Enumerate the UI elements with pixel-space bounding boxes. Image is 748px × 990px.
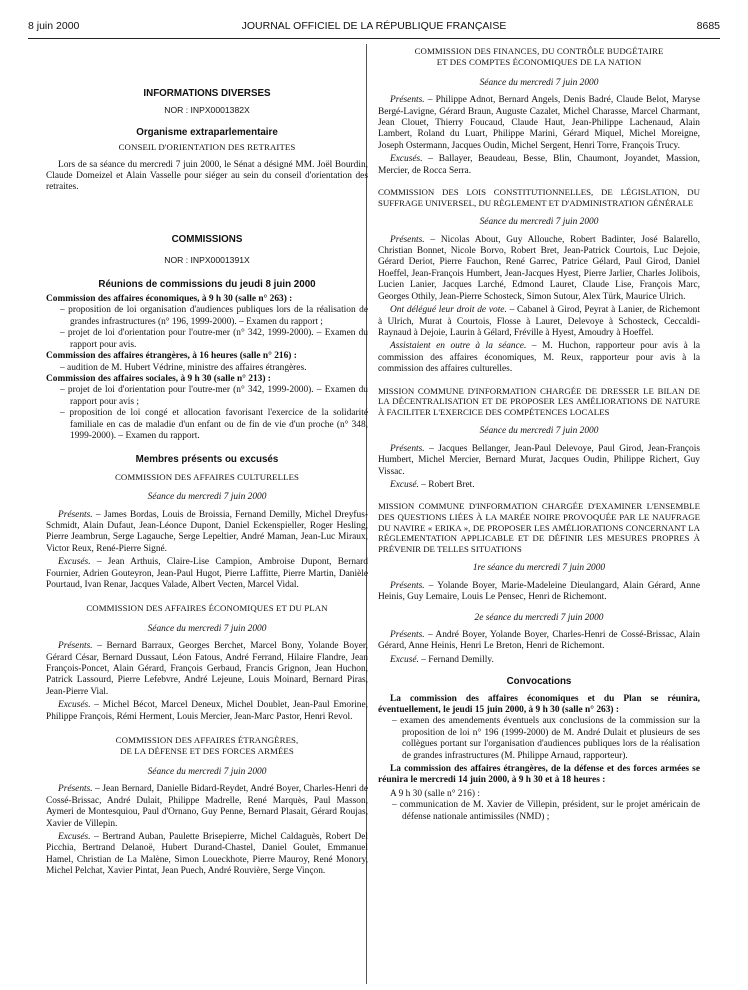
delegation-list: Ont délégué leur droit de vote. – Cabanel à Girod, Peyrat à Lanier, de Richemont à Ulrich, Murat à Courtois, Flosse à Lauret, Delevoye à Schosteck, Ceccaldi-Raynaud à Dejoie, Laurin à Gélard, Fréville à Hyest, Amoudry à Hoeffel.	[378, 305, 700, 338]
nor-reference: NOR : INPX0001391X	[164, 255, 250, 266]
seance-date: 2e séance du mercredi 7 juin 2000	[474, 612, 604, 623]
commission-heading: Commission des affaires sociales, à 9 h 30 (salle n° 213) :	[46, 373, 271, 384]
presents-list: Présents. – André Boyer, Yolande Boyer, Charles-Henri de Cossé-Brissac, Alain Gérard, Anne Heinis, Henri Le Breton, Henri de Richemont.	[378, 629, 700, 652]
excuses-list: Excusés. – Ballayer, Beaudeau, Besse, Blin, Chaumont, Joyandet, Massion, Mercier, de Rocca Serra.	[378, 154, 700, 176]
commission-title: DE LA DÉFENSE ET DES FORCES ARMÉES	[120, 746, 294, 757]
subsection-title: Organisme extraparlementaire	[136, 126, 278, 138]
subsection-title: Réunions de commissions du jeudi 8 juin 2000	[98, 278, 316, 290]
presents-label: Présents.	[58, 641, 93, 652]
seance-date: Séance du mercredi 7 juin 2000	[147, 766, 267, 777]
subsection-title: Membres présents ou excusés	[135, 454, 279, 466]
agenda-item: – examen des amendements éventuels aux conclusions de la commission sur la proposition de loi n° 196 (1999-2000) de M. André Dulait et plusieurs de ses collègues portant sur l'organisation d'audiences publiques lors de la réalisation de grandes infrastructures (M. Philippe Arnaud, rapporteur).	[392, 716, 700, 761]
presents-label: Présents.	[58, 784, 93, 795]
presents-list: Présents. – Nicolas About, Guy Allouche, Robert Badinter, José Balarello, Christian Bonnet, Nicole Borvo, Robert Bret, Jean-Patrick Courtois, Luc Dejoie, Gérard Deriot, Pierre Fauchon, René Garrec, Patrice Gélard, Paul Girod, Daniel Hoeffel, Jean-François Humbert, Jean-Jacques Hyest, Pierre Jarlier, Charles Jolibois, Lucien Lanier, Jacques Larché, Edmond Lauret, Claude Lise, François Marc, Georges Othily, Jean-Pierre Schosteck, Simon Sutour, Alex Türk, Maurice Ulrich.	[378, 234, 700, 302]
agenda-item: – audition de M. Hubert Védrine, ministre des affaires étrangères.	[60, 362, 307, 373]
presents-label: Présents.	[58, 509, 93, 520]
excuses-label: Excusés.	[58, 700, 91, 711]
assistants-list: Assistaient en outre à la séance. – M. Huchon, rapporteur pour avis à la commission des affaires économiques, M. Reux, rapporteur pour avis à la commission des affaires culturelles.	[378, 341, 701, 375]
left-column	[46, 46, 368, 878]
excuses-list: Excusés. – Jean Arthuis, Claire-Lise Campion, Ambroise Dupont, Bernard Fournier, Adrien Gouteyron, Jean-Paul Hugot, Pierre Laffitte, Pierre Martin, Danièle Pourtaud, Ivan Renar, Jacques Valade, Albert Vecten, Marcel Vidal.	[46, 557, 368, 590]
convocation-paragraph: La commission des affaires étrangères, de la défense et des forces armées se réunira le mercredi 14 juin 2000, à 9 h 30 et à 18 heures :	[378, 764, 700, 786]
excuses-list: Excusés. – Bertrand Auban, Paulette Brisepierre, Michel Caldaguès, Robert Del Picchia, Bertrand Delanoë, Hubert Durand-Chastel, Daniel Goulet, Emmanuel Hamel, Christian de La Malène, Simon Loueckhote, Pierre Mauroy, René Monory, Michel Pelchat, Xavier Pintat, Jean Puech, André Rouvière, Serge Vinçon.	[46, 831, 368, 877]
presents-list: Présents. – James Bordas, Louis de Broissia, Fernand Demilly, Michel Dreyfus-Schmidt, Alain Dufaut, Jean-Léonce Dupont, Daniel Eckenspieller, Roger Hesling, Pierre Jeambrun, Serge Lagauche, Serge Lepeltier, André Maman, Jean-Luc Miraux, Victor Reux, René-Pierre Signé.	[46, 509, 368, 554]
header-title: JOURNAL OFFICIEL DE LA RÉPUBLIQUE FRANÇAISE	[241, 20, 507, 32]
excuses-label: Excusés.	[58, 557, 91, 568]
presents-list: Présents. – Jean Bernard, Danielle Bidard-Reydet, André Boyer, Charles-Henri de Cossé-Brissac, André Dulait, Philippe Madrelle, René Marquès, Paul Masson, Aymeri de Montesquiou, Paul d'Ornano, Guy Penne, Bernard Plasait, Gérard Roujas, Xavier de Villepin.	[46, 784, 368, 829]
seance-date: 1re séance du mercredi 7 juin 2000	[472, 563, 606, 574]
presents-label: Présents.	[390, 95, 425, 106]
presents-list: Présents. – Bernard Barraux, Georges Berchet, Marcel Bony, Yolande Boyer, Gérard César, Bernard Dussaut, Léon Fatous, André Ferrand, Hilaire Flandre, Jean François-Poncet, Alain Gérard, François Gerbaud, Francis Grignon, Jean Huchon, Patrick Lassourd, Pierre Lefebvre, André Lejeune, Louis Moinard, Bernard Piras, Jean-Pierre Vial.	[46, 641, 368, 697]
excuses-list: Excusés. – Michel Bécot, Marcel Deneux, Michel Doublet, Jean-Paul Emorine, Philippe François, Rémi Herment, Louis Mercier, Jean-Marc Pastor, Henri Revol.	[46, 700, 368, 722]
presents-label: Présents.	[390, 443, 425, 454]
presents-list: Présents. – Philippe Adnot, Bernard Angels, Denis Badré, Claude Belot, Maryse Bergé-Lavigne, Gérard Braun, Auguste Cazalet, Michel Charasse, Marcel Charmant, Jean Clouet, Thierry Foucaud, Claude Haut, Jean-Philippe Lachenaud, Alain Lambert, Roland du Luart, Philippe Marini, Gérard Miquel, Michel Moreigne, Joseph Ostermann, Jacques Oudin, Michel Sergent, Henri Torre, François Trucy.	[378, 95, 700, 151]
seance-date: Séance du mercredi 7 juin 2000	[479, 77, 599, 88]
convocation-paragraph: La commission des affaires économiques et du Plan se réunira, éventuellement, le jeudi 15 juin 2000, à 9 h 30 (salle n° 263) :	[378, 693, 700, 715]
commission-heading: Commission des affaires étrangères, à 16 heures (salle n° 216) :	[46, 351, 297, 362]
header-date: 8 juin 2000	[28, 20, 80, 32]
presents-label: Présents.	[390, 234, 425, 245]
presents-label: Présents.	[390, 629, 425, 640]
agenda-item: – projet de loi d'orientation pour l'outre-mer (n° 342, 1999-2000). – Examen du rapport pour avis ;	[60, 385, 368, 407]
excuse-list: Excusé. – Robert Bret.	[390, 479, 475, 490]
subsection-title: Convocations	[506, 676, 572, 688]
paragraph: Lors de sa séance du mercredi 7 juin 2000, le Sénat a désigné MM. Joël Bourdin, Claude Domeizel et Alain Vasselle pour siéger au sein du conseil d'orientation des retraites.	[46, 159, 368, 193]
excuses-label: Excusés.	[58, 831, 91, 842]
agenda-item: – proposition de loi organisation d'audiences publiques lors de la réalisation de grandes infrastructures (n° 196, 1999-2000). – Examen du rapport ;	[60, 305, 368, 327]
section-title-commissions: COMMISSIONS	[171, 233, 243, 245]
agenda-item: – projet de loi d'orientation pour l'outre-mer (n° 342, 1999-2000). – Examen du rapport pour avis.	[60, 328, 368, 350]
presents-list: Présents. – Jacques Bellanger, Jean-Paul Delevoye, Paul Girod, Jean-François Humbert, Michel Mercier, Bernard Murat, Jacques Oudin, Philippe Richert, Guy Vissac.	[378, 443, 700, 477]
assistants-label: Assistaient en outre à la séance.	[390, 341, 527, 352]
seance-date: Séance du mercredi 7 juin 2000	[479, 426, 599, 437]
page-header	[28, 20, 720, 34]
seance-date: Séance du mercredi 7 juin 2000	[479, 217, 599, 228]
commission-title: COMMISSION DES AFFAIRES CULTURELLES	[114, 471, 300, 482]
nor-reference: NOR : INPX0001382X	[164, 105, 250, 116]
mission-title: MISSION COMMUNE D'INFORMATION CHARGÉE D'EXAMINER L'ENSEMBLE DES QUESTIONS LIÉES À LA MARÉE NOIRE PROVOQUÉE PAR LE NAUFRAGE DU NAVIRE « ERIKA », DE PROPOSER LES AMÉLIORATIONS CONCERNANT LA RÉGLEMENTATION APPLICABLE ET DE DÉFINIR LES MESURES PROPRES À PRÉVENIR DE TELLES SITUATIONS	[378, 501, 700, 554]
agenda-time: A 9 h 30 (salle n° 216) :	[390, 788, 480, 799]
section-title-informations: INFORMATIONS DIVERSES	[143, 88, 271, 99]
header-rule	[28, 38, 720, 39]
mission-title: MISSION COMMUNE D'INFORMATION CHARGÉE DE DRESSER LE BILAN DE LA DÉCENTRALISATION ET DE PROPOSER LES AMÉLIORATIONS DE NATURE À FACILITER L'EXERCICE DES COMPÉTENCES LOCALES	[378, 385, 700, 417]
commission-title: COMMISSION DES LOIS CONSTITUTIONNELLES, DE LÉGISLATION, DU SUFFRAGE UNIVERSEL, DU RÈGLEMENT ET D'ADMINISTRATION GÉNÉRALE	[378, 187, 700, 208]
agenda-item: – communication de M. Xavier de Villepin, président, sur le projet américain de défense nationale antimissiles (NMD) ;	[392, 800, 700, 822]
seance-date: Séance du mercredi 7 juin 2000	[147, 623, 267, 634]
excuse-label: Excusé.	[390, 654, 419, 665]
presents-list: Présents. – Yolande Boyer, Marie-Madeleine Dieulangard, Alain Gérard, Anne Heinis, Guy Lemaire, Louis Le Pensec, Henri de Richemont.	[378, 580, 700, 603]
right-column	[378, 46, 700, 823]
commission-heading: Commission des affaires économiques, à 9 h 30 (salle n° 263) :	[46, 294, 293, 305]
body-title: CONSEIL D'ORIENTATION DES RETRAITES	[118, 142, 296, 153]
commission-title: COMMISSION DES AFFAIRES ÉCONOMIQUES ET DU PLAN	[86, 603, 328, 614]
header-page-number: 8685	[696, 20, 720, 32]
presents-label: Présents.	[390, 580, 425, 591]
excuse-label: Excusé.	[390, 479, 419, 490]
commission-title: ET DES COMPTES ÉCONOMIQUES DE LA NATION	[436, 57, 642, 68]
excuses-label: Excusés.	[390, 154, 423, 165]
delegation-label: Ont délégué leur droit de vote.	[390, 305, 507, 316]
agenda-item: – proposition de loi congé et allocation favorisant l'exercice de la solidarité familiale en cas de maladie d'un enfant ou de fin de vie d'un proche (n° 348, 1999-2000). – Examen du rapport.	[60, 408, 368, 441]
commission-title: COMMISSION DES FINANCES, DU CONTRÔLE BUDGÉTAIRE	[414, 46, 664, 56]
seance-date: Séance du mercredi 7 juin 2000	[147, 492, 267, 503]
excuse-list: Excusé. – Fernand Demilly.	[390, 654, 494, 665]
commission-title: COMMISSION DES AFFAIRES ÉTRANGÈRES,	[115, 735, 299, 746]
